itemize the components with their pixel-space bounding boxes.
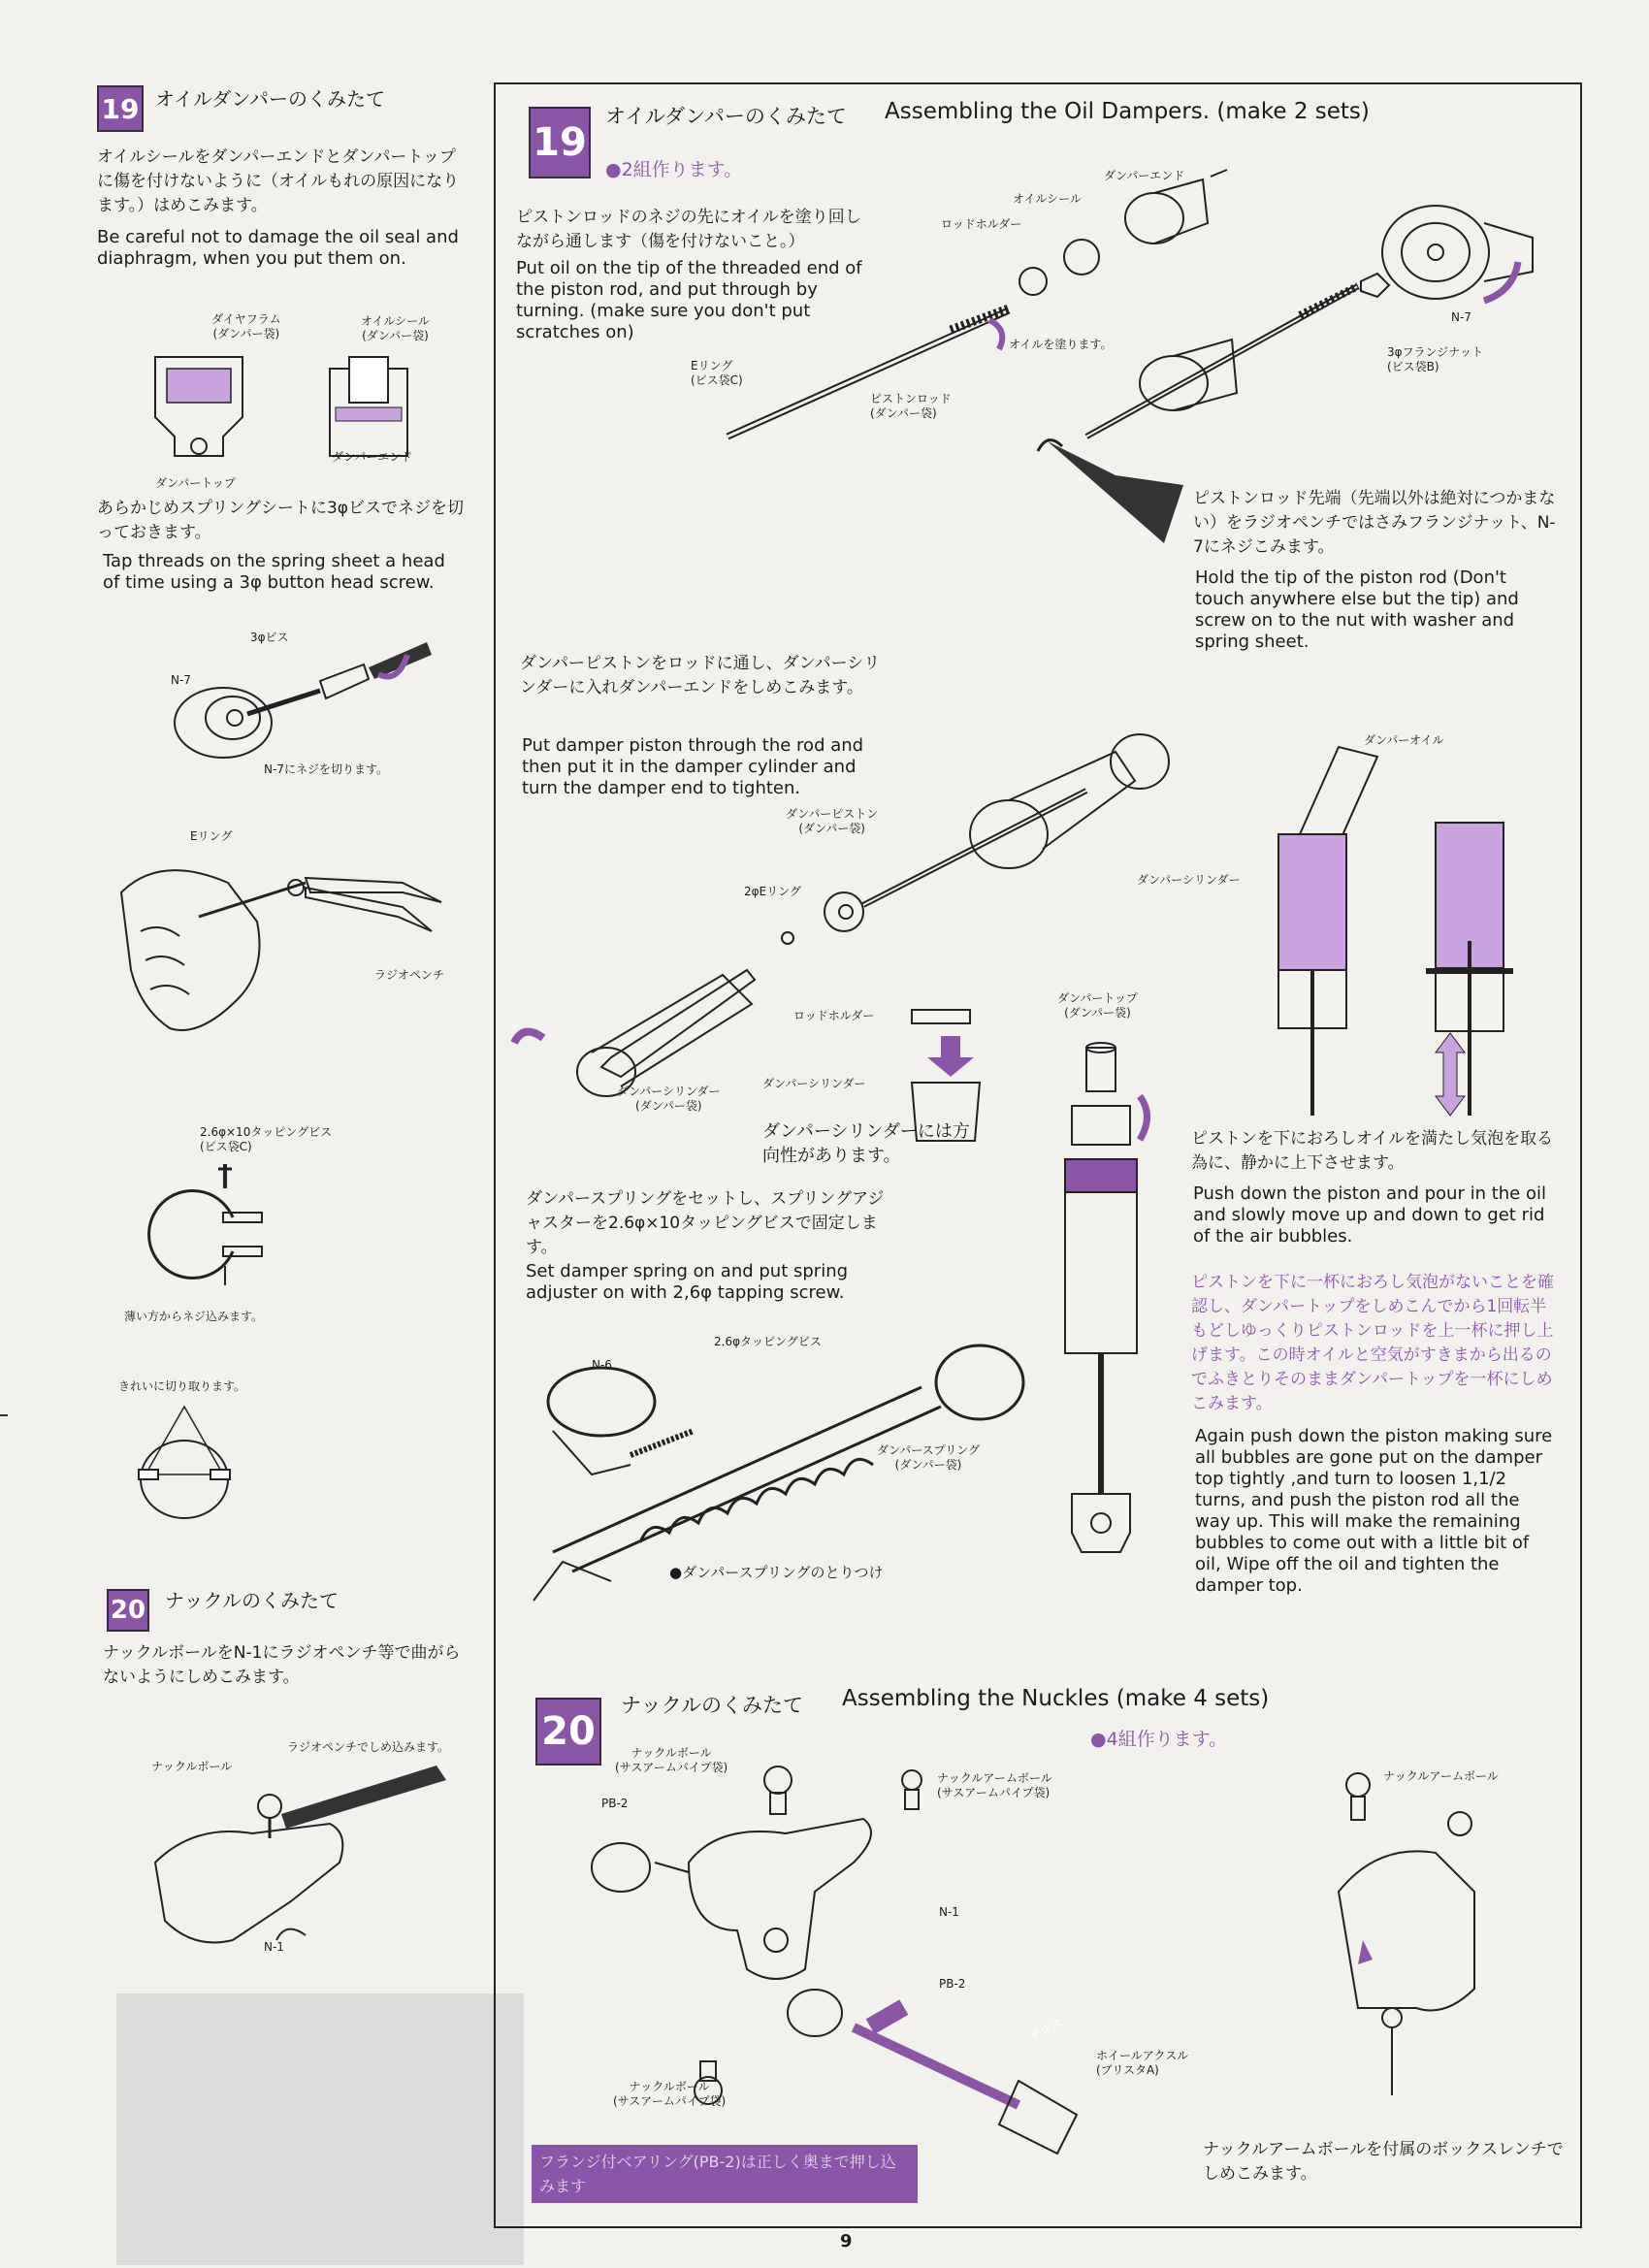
label-ering-r: Eリング (ビス袋C) [691,359,743,387]
left-19-en-tap: Tap threads on the spring sheet a head of time using a 3φ button head screw. [103,551,445,593]
label-damper-spring: ダンパースプリング (ダンパー袋) [877,1443,980,1472]
step-20-badge-left: 20 [107,1589,149,1632]
label-cylinder-2: ダンパーシリンダー [762,1077,866,1090]
step-20-subtitle: ●4組作ります。 [1090,1729,1228,1750]
label-pb2-a: PB-2 [601,1797,629,1810]
label-tapping-screw-left: 2.6φ×10タッピングビス (ビス袋C) [200,1125,333,1153]
label-damper-piston: ダンパーピストン (ダンパー袋) [786,807,879,835]
right-19-jp3: ダンパーピストンをロッドに通し、ダンパーシリンダーに入れダンパーエンドをしめこみます。 [520,654,881,697]
label-n6: N-6 [592,1358,612,1372]
label-dampertop-r: ダンパートップ (ダンパー袋) [1057,991,1138,1020]
right-19-jp2: ピストンロッド先端（先端以外は絶対につかまない）をラジオペンチではさみフランジナット、N-7にネジこみます。 [1193,489,1556,557]
right-19-jp5: ピストンを下におろしオイルを満たし気泡を取る為に、静かに上下させます。 [1191,1129,1554,1173]
left-bottom-grey-patch [116,1993,524,2265]
label-n1-r: N-1 [939,1905,959,1919]
right-19-jp4: ダンパースプリングをセットし、スプリングアジャスターを2.6φ×10タッピングビスで固定します。 [526,1189,885,1257]
right-19-jp-direction: ダンパーシリンダーには方向性があります。 [762,1121,970,1166]
label-damperend-r: ダンパーエンド [1104,169,1185,182]
label-2mm-ering: 2φEリング [744,885,801,898]
knuckle-exploded-diagram [572,1746,1212,2154]
step-19-badge-left: 19 [97,85,144,132]
bearing-note: フランジ付ベアリング(PB-2)は正しく奥まで押し込みます [539,2153,896,2195]
left-19-jp-tap: あらかじめスプリングシートに3φビスでネジを切っておきます。 [97,499,465,542]
label-dampertop-left: ダンパートップ [155,476,236,490]
label-knuckle-ball-1: ナックルボール (サスアームパイプ袋) [615,1746,728,1774]
label-cylinder-3: ダンパーシリンダー [1137,873,1241,887]
label-cylinder-1: ダンパーシリンダー (ダンパー袋) [617,1085,721,1113]
label-knuckle-arm-ball: ナックルアームボール (サスアームパイプ袋) [937,1771,1052,1799]
step-19-subtitle: ●2組作ります。 [605,159,743,180]
step-19-title-left: オイルダンパーのくみたて [155,87,385,111]
right-20-jp-boxwrench: ナックルアームボールを付属のボックスレンチでしめこみます。 [1203,2140,1564,2184]
label-pliers-tighten: ラジオペンチでしめ込みます。 [287,1740,450,1754]
spring-adjuster-diagram [126,1159,272,1295]
left-19-jp-oilseal: オイルシールをダンパーエンドとダンパートップに傷を付けないように（オイルもれの原因になります。）はめこみます。 [97,147,460,215]
label-rodholder-r: ロッドホルダー [941,217,1022,231]
left-margin-tick [0,1414,8,1416]
label-knuckle-ball-2: ナックルボール (サスアームパイプ袋) [613,2080,727,2108]
label-spring-mount: ●ダンパースプリングのとりつけ [669,1564,884,1581]
step-19-badge-right: 19 [529,107,591,178]
label-diaphragm: ダイヤフラム (ダンパー袋) [211,312,281,340]
label-oilseal-left: オイルシール (ダンパー袋) [361,314,430,342]
right-19-en2: Hold the tip of the piston rod (Don't touch anywhere else but the tip) and screw on to the nut with washer and spring sheet. [1195,567,1519,652]
ering-pliers-diagram [112,834,470,1067]
knuckle-armball-diagram [1319,1766,1513,2105]
label-tapping-screw-r: 2.6φタッピングビス [714,1335,822,1348]
label-oil-apply: オイルを塗ります。 [1009,338,1113,351]
label-pistonrod-r: ピストンロッド (ダンパー袋) [870,392,952,420]
label-n1-left: N-1 [264,1940,284,1954]
label-wheel-axle: ホイールアクスル (ブリスタA) [1096,2049,1189,2077]
right-19-en4: Set damper spring on and put spring adjuster on with 2,6φ tapping screw. [526,1261,849,1303]
page-number: 9 [840,2231,853,2252]
right-19-en6: Again push down the piston making sure all bubbles are gone put on the damper top tightly ,and turn to loosen 1,1/2 turns, and push the piston rod all the way up. This will make the remaining bubbles to come out with a little bit of oil, Wipe off the oil and tighten the damper top. [1195,1426,1553,1596]
label-ering-left: Eリング [190,829,233,843]
right-19-en1: Put oil on the tip of the threaded end of the piston rod, and put through by turning. (make sure you don't put scratches on) [516,258,862,342]
right-19-jp6: ピストンを下に一杯におろし気泡がないことを確認し、ダンパートップをしめこんでから1回転半もどしゆっくりピストンロッドを上一杯に押し上げます。この時オイルと空気がすきまから出るのでふきとりそのままダンパートップを一杯にしめこみます。 [1191,1273,1554,1413]
label-knuckle-ball-left: ナックルボール [151,1760,233,1773]
label-oilseal-r: オイルシール [1013,192,1082,206]
label-thin-side: 薄い方からネジ込みます。 [124,1310,264,1323]
step-20-title-jp: ナックルのくみたて [621,1694,803,1717]
step-20-badge-right: 20 [535,1698,601,1766]
label-flange-nut: 3φフランジナット (ビス袋B) [1387,345,1484,373]
left-20-jp: ナックルボールをN-1にラジオペンチ等で曲がらないようにしめこみます。 [103,1643,461,1687]
label-rodholder2: ロッドホルダー [793,1009,875,1022]
cut-diagram [131,1397,238,1523]
right-19-jp1: ピストンロッドのネジの先にオイルを塗り回しながら通します（傷を付けないこと。） [516,208,861,251]
oil-filling-diagram [1261,728,1571,1116]
label-pliers-left: ラジオペンチ [374,968,445,982]
label-n7-r: N-7 [1451,310,1471,324]
label-cut-clean: きれいに切り取ります。 [118,1379,246,1393]
knuckle-pliers-diagram [146,1746,456,1969]
n7-screw-diagram [146,621,466,786]
label-damperend-left: ダンパーエンド [332,450,413,464]
vertical-damper-diagram [1048,1038,1164,1581]
label-pb2-b: PB-2 [939,1977,966,1991]
step-19-title-en: Assembling the Oil Dampers. (make 2 sets) [885,99,1370,124]
right-19-en5: Push down the piston and pour in the oil and slowly move up and down to get rid of the air bubbles. [1193,1183,1546,1247]
left-19-en-oilseal: Be careful not to damage the oil seal and diaphragm, when you put them on. [97,227,459,269]
label-3mm-screw: 3φビス [250,631,289,644]
step-20-title-left: ナックルのくみたて [165,1589,339,1612]
label-grease: グリス [1025,2016,1066,2048]
label-n7-thread: N-7にネジを切ります。 [264,762,388,776]
step-20-title-en: Assembling the Nuckles (make 4 sets) [842,1686,1270,1711]
label-n7-left: N-7 [171,673,191,687]
right-19-en3: Put damper piston through the rod and then put it in the damper cylinder and turn the damper end to tighten. [522,735,864,798]
label-knuckle-arm-ball-2: ナックルアームボール [1383,1769,1499,1783]
label-damper-oil: ダンパーオイル [1364,733,1444,747]
step-19-title-jp: オイルダンパーのくみたて [605,105,847,128]
